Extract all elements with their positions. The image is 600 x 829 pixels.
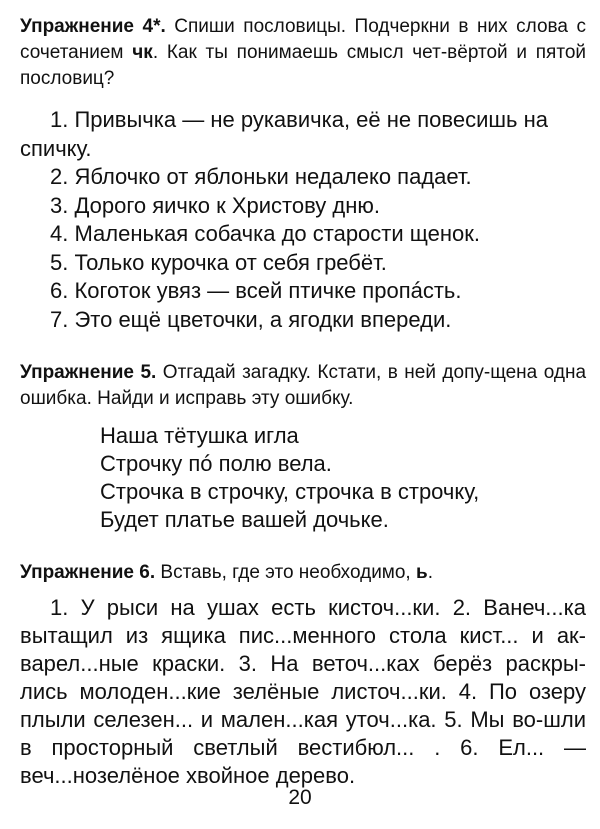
- riddle-line: Строчка в строчку, строчка в строчку,: [100, 479, 480, 504]
- proverb-item: 1. Привычка — не рукавичка, её не повесишь на спичку.: [20, 107, 548, 161]
- proverb-item: 5. Только курочка от себя гребёт.: [50, 249, 387, 275]
- riddle-line: Наша тётушка игла: [100, 423, 299, 448]
- exercise-6-task-bold: ь: [416, 562, 428, 583]
- riddle-line: Будет платье вашей дочьке.: [100, 507, 389, 532]
- exercise-4-task: Спиши пословицы. Подчеркни в них слова с сочетанием: [20, 16, 587, 63]
- exercise-6-title: Упражнение 6.: [20, 562, 156, 583]
- proverb-item: 7. Это ещё цветочки, а ягодки впереди.: [50, 306, 452, 332]
- proverb-item: 4. Маленькая собачка до старости щенок.: [50, 221, 480, 246]
- exercise-6: [20, 560, 586, 790]
- exercise-5-title: Упражнение 5.: [20, 362, 157, 383]
- proverb-item: 6. Коготок увяз — всей птичке пропáсть.: [50, 278, 462, 303]
- exercise-4-title: Упражнение 4*.: [20, 16, 166, 37]
- exercise-4-task-bold: чк: [132, 42, 153, 63]
- exercise-5-task: Отгадай загадку. Кстати, в ней допу-щена одна ошибка. Найди и исправь эту ошибку.: [20, 362, 587, 409]
- riddle-line: Строчку пó полю вела.: [100, 451, 332, 476]
- exercise-4: [20, 14, 586, 334]
- proverb-item: 2. Яблочко от яблоньки недалеко падает.: [50, 164, 472, 189]
- exercise-6-task: Вставь, где это необходимо,: [160, 562, 411, 583]
- proverb-item: 3. Дорого яичко к Христову дню.: [50, 192, 380, 218]
- riddle-poem: [100, 422, 586, 534]
- exercise-6-text: 1. У рыси на ушах есть кисточ...ки. 2. Ванеч...ка вытащил из ящика пис...менного стола кист... и ак-варел...ные краски. 3. На веточ...ках берёз раскры-лись молоден...кие зелёные листоч...ки. 4. По озеру плыли селезен... и мален...кая уточ...ка. 5. Мы во-шли в просторный светлый вестибюл... . 6. Ел... — веч...нозелёное хвойное дерево.: [20, 595, 586, 788]
- exercise-6-task-end: .: [427, 562, 433, 583]
- page-number: 20: [288, 786, 312, 809]
- textbook-page: [20, 14, 586, 790]
- exercise-4-task-end: . Как ты понимаешь смысл чет-вёртой и пятой пословиц?: [20, 42, 587, 89]
- exercise-5-heading: [20, 360, 586, 412]
- exercise-4-heading: [20, 14, 586, 92]
- exercise-6-heading: [20, 560, 586, 586]
- exercise-5: [20, 360, 586, 534]
- proverb-list: [20, 106, 586, 334]
